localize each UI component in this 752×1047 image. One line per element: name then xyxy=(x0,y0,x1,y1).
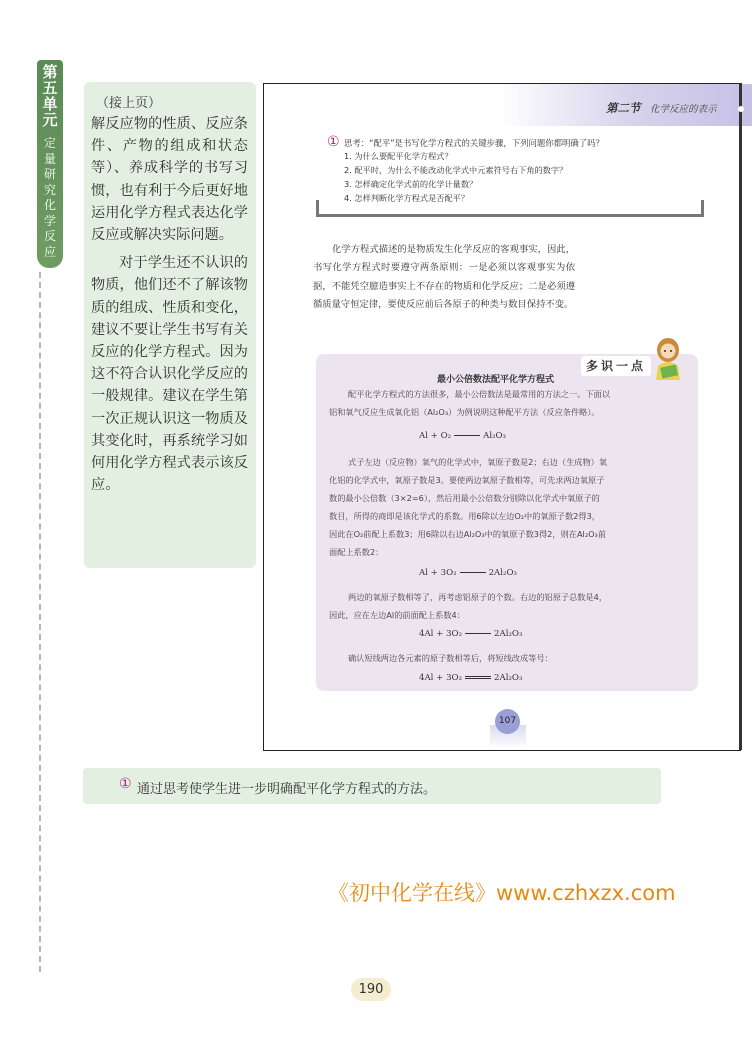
teacher-note-panel xyxy=(84,82,256,568)
continued-label: （接上页） xyxy=(96,96,162,111)
think-question: 1. 为什么要配平化学方程式？ xyxy=(344,151,453,161)
section-title: 化学反应的表示 xyxy=(650,104,717,115)
think-box-bracket xyxy=(316,200,704,217)
knowledge-line: 因此在O₂前配上系数3；用6除以右边Al₂O₃中的氧原子数3得2，则在Al₂O₃前 xyxy=(329,529,607,539)
think-question: 2. 配平时，为什么不能改动化学式中元素符号右下角的数字？ xyxy=(344,165,568,175)
equation-4: 4Al + 3O₂ 2Al₂O₃ xyxy=(419,673,523,683)
bottom-note-text: 通过思考使学生进一步明确配平化学方程式的方法。 xyxy=(137,782,437,797)
teacher-note-paragraph-1: 解反应物的性质、反应条件、产物的组成和状态等）、养成科学的书写习惯，也有利于今后更好地运用化学方程式表达化学反应或解决实际问题。 xyxy=(91,116,248,244)
equation-equals-sign xyxy=(465,676,491,679)
think-question: 4. 怎样判断化学方程式是否配平？ xyxy=(344,193,470,203)
inner-page-number: 107 xyxy=(495,709,520,734)
equation-3: 4Al + 3O₂ 2Al₂O₃ xyxy=(419,629,523,639)
unit-label: 第 五 单 元 xyxy=(42,63,58,129)
margin-dashed-line xyxy=(39,272,41,972)
think-question: 3. 怎样确定化学式前的化学计量数？ xyxy=(344,179,478,189)
knowledge-tag: 多识一点 xyxy=(581,356,651,376)
knowledge-line: 配平化学方程式的方法很多，最小公倍数法是最常用的方法之一。下面以 xyxy=(348,389,611,399)
bottom-note-marker: ① xyxy=(119,776,132,792)
knowledge-line: 确认短线两边各元素的原子数相等后，将短线改成等号： xyxy=(348,653,553,663)
knowledge-line: 因此，应在左边Al的前面配上系数4： xyxy=(329,610,465,620)
think-marker: ① xyxy=(327,134,340,150)
think-title: 思考：“配平”是书写化学方程式的关键步骤，下列问题你都明确了吗？ xyxy=(344,138,604,148)
knowledge-line: 两边的氧原子数相等了，再考虑铝原子的个数。右边的铝原子总数是4， xyxy=(348,592,608,602)
header-dot xyxy=(738,106,744,112)
equation-short-line xyxy=(465,633,491,634)
body-paragraph: 化学方程式描述的是物质发生化学反应的客观事实，因此，书写化学方程式时要遵守两条原则：一是必须以客观事实为依据，不能凭空臆造事实上不存在的物质和化学反应；二是必须遵循质量守恒定律，要使反应前后各原子的种类与数目保持不变。 xyxy=(313,244,575,310)
equation-short-line xyxy=(454,435,480,436)
knowledge-line: 式子左边（反应物）氧气的化学式中，氧原子数是2；右边（生成物）氧 xyxy=(348,457,608,467)
equation-2: Al + 3O₂ 2Al₂O₃ xyxy=(419,568,517,578)
equation-1: Al + O₂ Al₂O₃ xyxy=(419,431,506,441)
page-number: 190 xyxy=(351,978,391,1001)
bottom-note-panel xyxy=(83,768,661,804)
page-right-rule xyxy=(739,83,742,750)
unit-tab xyxy=(37,60,63,268)
knowledge-line: 铝和氧气反应生成氧化铝（Al₂O₃）为例说明这种配平方法（反应条件略）。 xyxy=(329,407,600,417)
knowledge-line: 数目，所得的商即是该化学式的系数。用6除以左边O₂中的氧原子数2得3， xyxy=(329,511,600,521)
body-text xyxy=(313,241,575,314)
watermark: 《初中化学在线》www.czhxzx.com xyxy=(328,881,676,905)
knowledge-line: 数的最小公倍数（3×2=6），然后用最小公倍数分别除以化学式中氧原子的 xyxy=(329,493,600,503)
knowledge-line: 化铝的化学式中，氧原子数是3。要使两边氧原子数相等，可先求两边氧原子 xyxy=(329,475,605,485)
knowledge-line: 面配上系数2： xyxy=(329,547,384,557)
reading-girl-icon xyxy=(648,336,690,382)
knowledge-title: 最小公倍数法配平化学方程式 xyxy=(437,375,555,385)
section-number: 第二节 xyxy=(606,101,641,115)
unit-title: 定 量 研 究 化 学 反 应 xyxy=(43,136,56,259)
equation-short-line xyxy=(460,572,486,573)
teacher-note-paragraph-2: 对于学生还不认识的物质，他们还不了解该物质的组成、性质和变化，建议不要让学生书写有关反应的化学方程式。因为这不符合认识化学反应的一般规律。建议在学生第一次正规认识这一物质及其变化时，再系统学习如何用化学方程式表示该反应。 xyxy=(91,255,248,494)
